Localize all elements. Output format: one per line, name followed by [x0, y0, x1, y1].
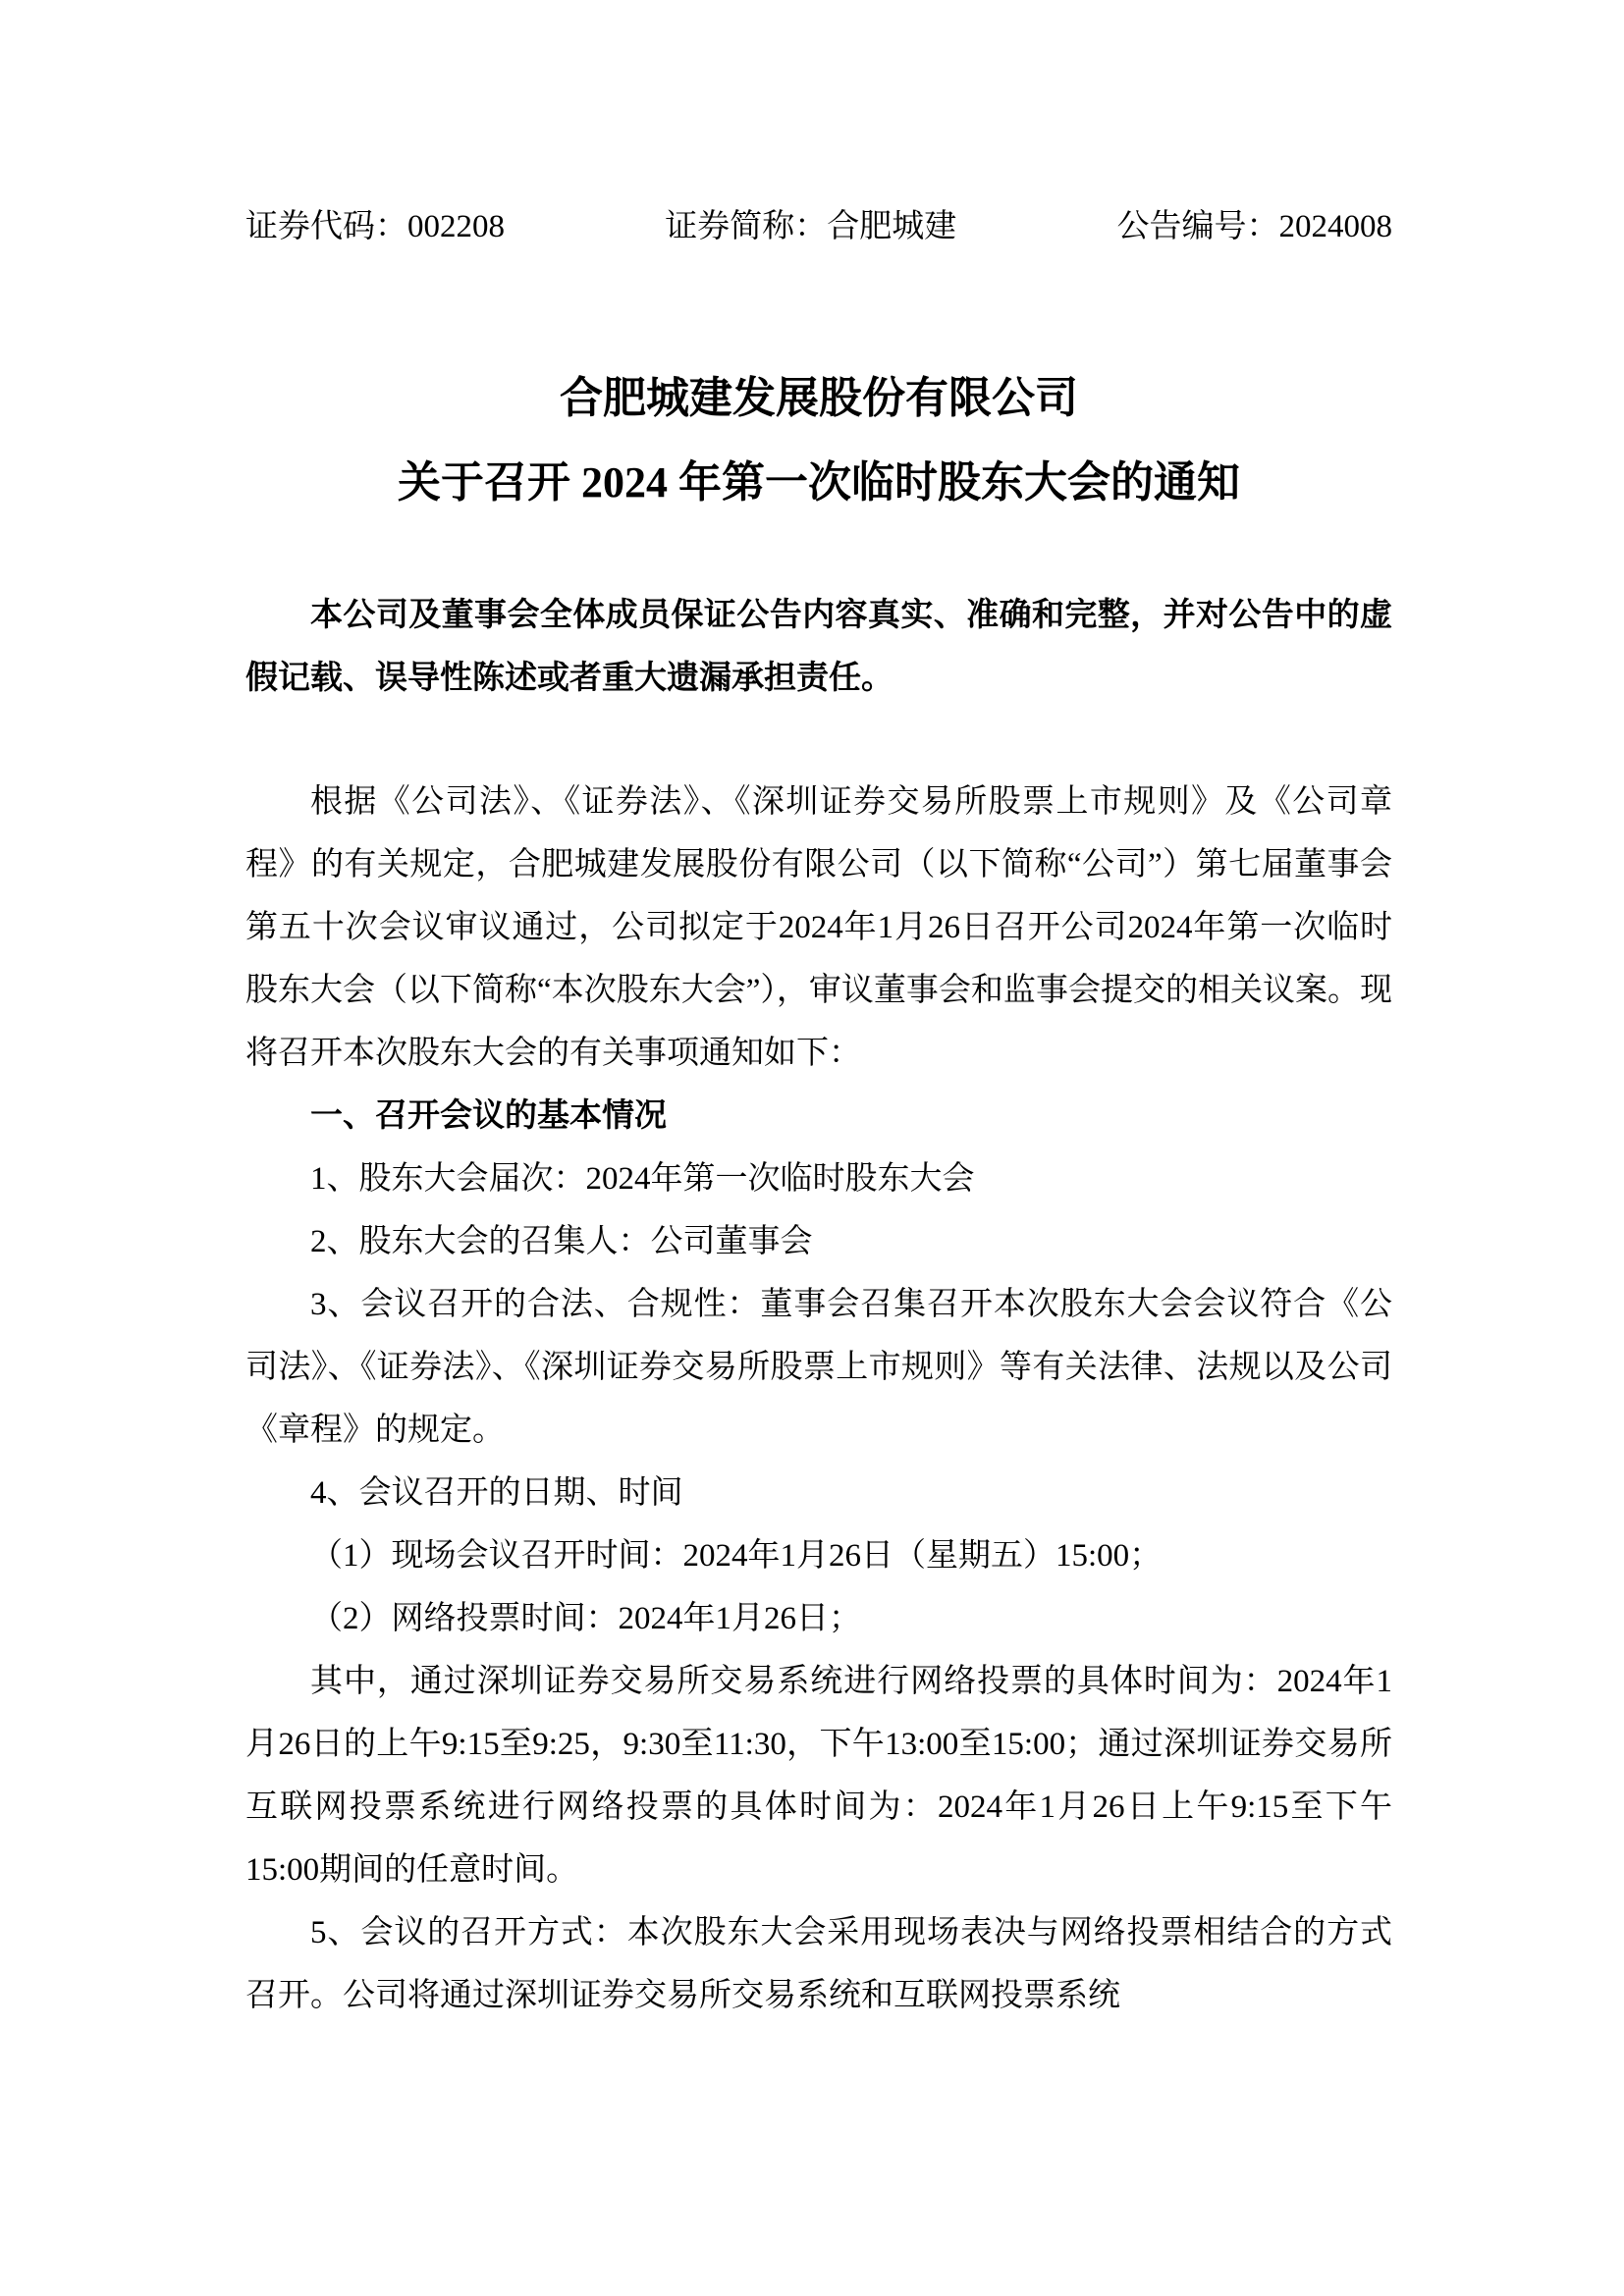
- paragraph: 3、会议召开的合法、合规性：董事会召集召开本次股东大会会议符合《公司法》、《证券法》、《深圳证券交易所股票上市规则》等有关法律、法规以及公司《章程》的规定。: [245, 1287, 1392, 1448]
- paragraph: （1）现场会议召开时间：2024年1月26日（星期五）15:00；: [310, 1538, 1163, 1574]
- disclaimer-statement: 本公司及董事会全体成员保证公告内容真实、准确和完整，并对公告中的虚假记载、误导性陈述或者重大遗漏承担责任。: [245, 598, 1392, 696]
- announcement-title: 关于召开 2024 年第一次临时股东大会的通知: [398, 458, 1240, 507]
- document-body: [245, 771, 1392, 2027]
- stock-code-label: 证券代码：002208: [245, 209, 505, 244]
- paragraph: 其中，通过深圳证券交易所交易系统进行网络投票的具体时间为：2024年1月26日的上午9:15至9:25，9:30至11:30，下午13:00至15:00；通过深圳证券交易所互联网投票系统进行网络投票的具体时间为：2024年1月26日上午9:15至下午15:00期间的任意时间。: [245, 1664, 1392, 1888]
- paragraph: 4、会议召开的日期、时间: [310, 1475, 683, 1511]
- stock-abbr-label: 证券简称：合肥城建: [665, 209, 957, 244]
- document-header: [245, 211, 1392, 243]
- paragraph: 2、股东大会的召集人：公司董事会: [310, 1224, 813, 1259]
- company-title: 合肥城建发展股份有限公司: [560, 374, 1078, 422]
- paragraph: （2）网络投票时间：2024年1月26日；: [310, 1601, 861, 1636]
- announcement-number-label: 公告编号：2024008: [1116, 209, 1392, 244]
- section-heading: 一、召开会议的基本情况: [310, 1098, 667, 1134]
- paragraph: 根据《公司法》、《证券法》、《深圳证券交易所股票上市规则》及《公司章程》的有关规定，合肥城建发展股份有限公司（以下简称“公司”）第七届董事会第五十次会议审议通过，公司拟定于2024年1月26日召开公司2024年第一次临时股东大会（以下简称“本次股东大会”），审议董事会和监事会提交的相关议案。现将召开本次股东大会的有关事项通知如下：: [245, 784, 1392, 1071]
- paragraph: 1、股东大会届次：2024年第一次临时股东大会: [310, 1161, 975, 1197]
- paragraph: 5、会议的召开方式：本次股东大会采用现场表决与网络投票相结合的方式召开。公司将通过深圳证券交易所交易系统和互联网投票系统: [245, 1915, 1392, 2013]
